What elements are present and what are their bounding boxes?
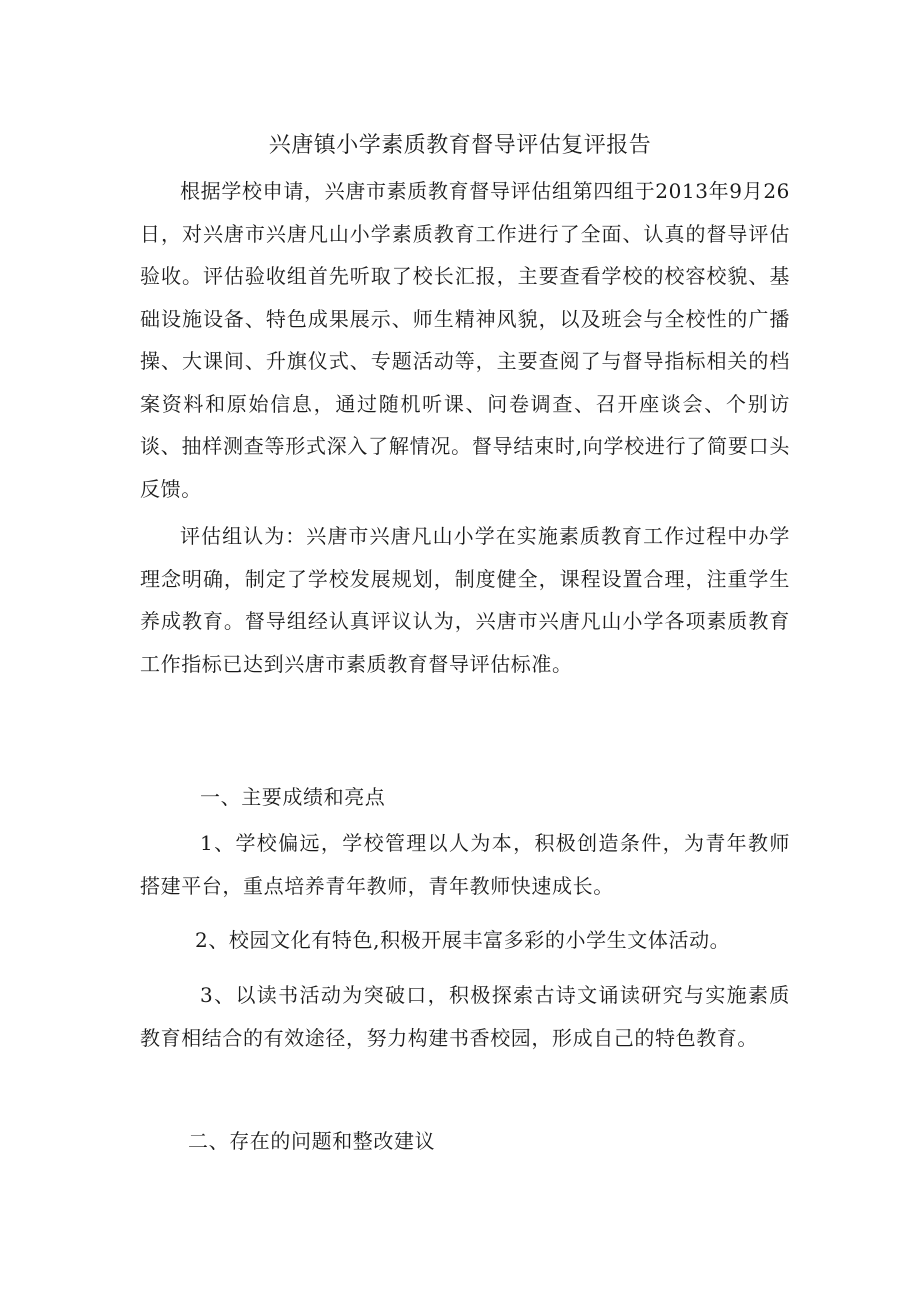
section-heading-problems: 二、存在的问题和整改建议 (188, 1129, 436, 1153)
assessment-paragraph: 评估组认为：兴唐市兴唐凡山小学在实施素质教育工作过程中办学理念明确，制定了学校发展规划，制度健全，课程设置合理，注重学生养成教育。督导组经认真评议认为，兴唐市兴唐凡山小学各项素质教育工作指标已达到兴唐市素质教育督导评估标准。 (140, 524, 790, 676)
document-title: 兴唐镇小学素质教育督导评估复评报告 (268, 133, 652, 158)
achievement-item: 3、以读书活动为突破口，积极探索古诗文诵读研究与实施素质教育相结合的有效途径，努力构建书香校园，形成自己的特色教育。 (140, 983, 790, 1050)
section-heading-achievements: 一、主要成绩和亮点 (200, 785, 386, 809)
intro-paragraph: 根据学校申请，兴唐市素质教育督导评估组第四组于2013年9月26日，对兴唐市兴唐凡山小学素质教育工作进行了全面、认真的督导评估验收。评估验收组首先听取了校长汇报，主要查看学校的校容校貌、基础设施设备、特色成果展示、师生精神风貌，以及班会与全校性的广播操、大课间、升旗仪式、专题活动等，主要查阅了与督导指标相关的档案资料和原始信息，通过随机听课、问卷调查、召开座谈会、个别访谈、抽样测查等形式深入了解情况。督导结束时,向学校进行了简要口头反馈。 (140, 179, 790, 501)
achievement-item: 1、学校偏远，学校管理以人为本，积极创造条件，为青年教师搭建平台，重点培养青年教师，青年教师快速成长。 (140, 831, 790, 898)
achievement-item: 2、校园文化有特色,积极开展丰富多彩的小学生文体活动。 (195, 928, 731, 952)
